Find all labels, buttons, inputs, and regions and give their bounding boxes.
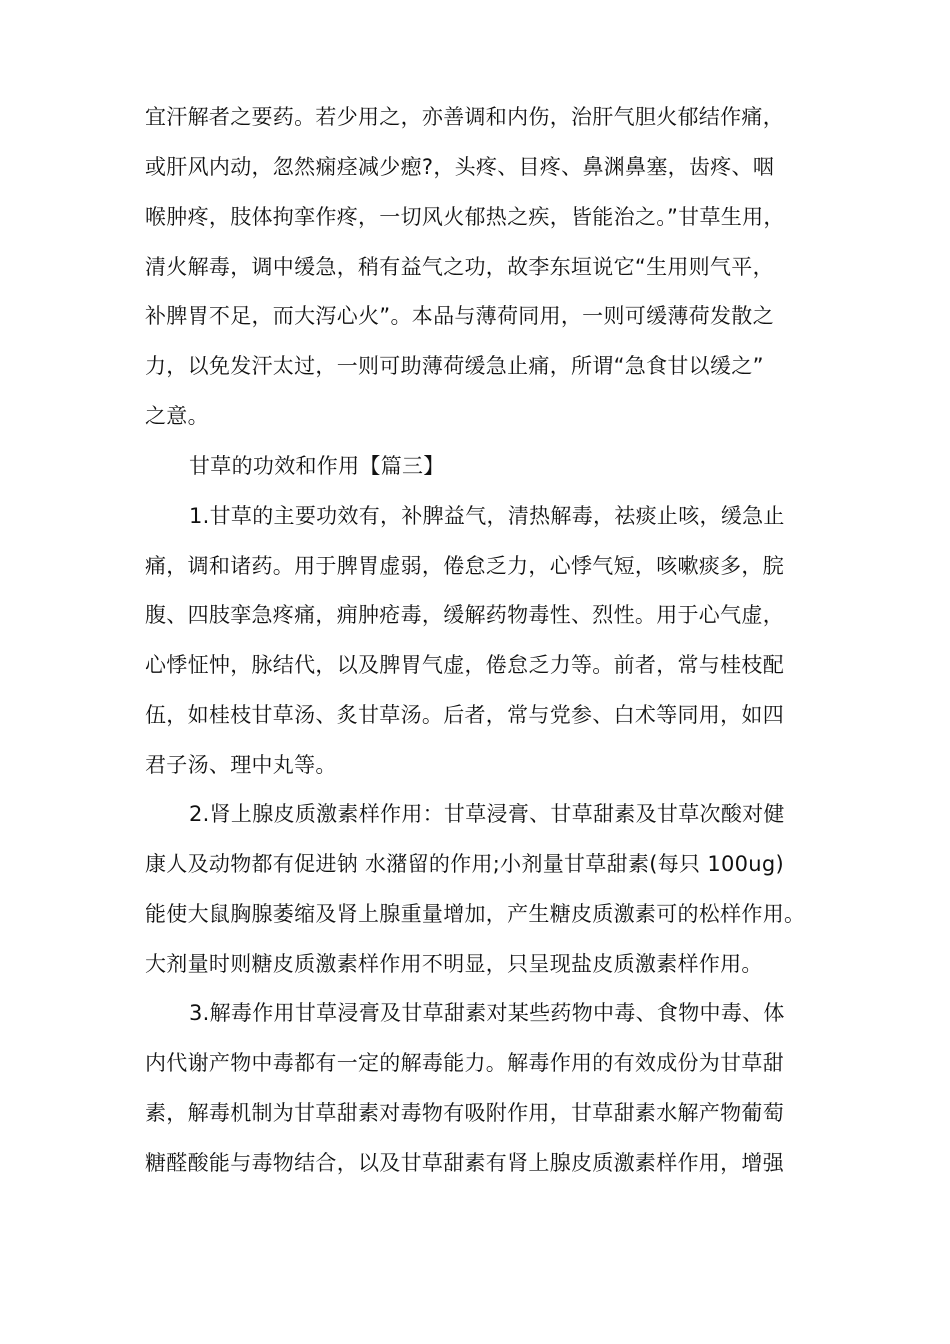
text-line: 君子汤、理中丸等。: [145, 753, 337, 777]
text-line: 清火解毒，调中缓急，稍有益气之功，故李东垣说它“生用则气平，: [145, 255, 774, 279]
text-line: 能使大鼠胸腺萎缩及肾上腺重量增加，产生糖皮质激素可的松样作用。: [145, 902, 806, 926]
text-line: 之意。: [145, 404, 209, 428]
text-line: 伍，如桂枝甘草汤、炙甘草汤。后者，常与党参、白术等同用，如四: [145, 703, 784, 727]
text-line: 心悸怔忡，脉结代，以及脾胃气虚，倦怠乏力等。前者，常与桂枝配: [145, 653, 784, 677]
text-line: 糖醛酸能与毒物结合，以及甘草甜素有肾上腺皮质激素样作用，增强: [145, 1151, 784, 1175]
text-line: 宜汗解者之要药。若少用之，亦善调和内伤，治肝气胆火郁结作痛，: [145, 105, 784, 129]
text-line: 或肝风内动，忽然痫痉减少瘛?，头疼、目疼、鼻渊鼻塞，齿疼、咽: [145, 155, 775, 179]
text-line: 喉肿疼，肢体拘挛作疼，一切风火郁热之疾，皆能治之。”甘草生用，: [145, 205, 785, 229]
text-line: 力，以免发汗太过，一则可助薄荷缓急止痛，所谓“急食甘以缓之”: [145, 354, 764, 378]
text-line: 内代谢产物中毒都有一定的解毒能力。解毒作用的有效成份为甘草甜: [145, 1051, 784, 1075]
text-line: 腹、四肢挛急疼痛，痈肿疮毒，缓解药物毒性、烈性。用于心气虚，: [145, 603, 784, 627]
text-line: 大剂量时则糖皮质激素样作用不明显，只呈现盐皮质激素样作用。: [145, 952, 763, 976]
text-line: 康人及动物都有促进钠 水潴留的作用;小剂量甘草甜素(每只 100ug): [145, 852, 785, 876]
text-line: 痛，调和诸药。用于脾胃虚弱，倦怠乏力，心悸气短，咳嗽痰多，脘: [145, 554, 784, 578]
text-line: 3.解毒作用甘草浸膏及甘草甜素对某些药物中毒、食物中毒、体: [189, 1001, 785, 1025]
text-line: 补脾胃不足，而大泻心火”。本品与薄荷同用，一则可缓薄荷发散之: [145, 304, 774, 328]
section-heading: 甘草的功效和作用【篇三】: [189, 454, 445, 478]
text-line: 1.甘草的主要功效有，补脾益气，清热解毒，祛痰止咳，缓急止: [189, 504, 785, 528]
text-line: 素，解毒机制为甘草甜素对毒物有吸附作用，甘草甜素水解产物葡萄: [145, 1101, 784, 1125]
text-line: 2.肾上腺皮质激素样作用：甘草浸膏、甘草甜素及甘草次酸对健: [189, 802, 785, 826]
